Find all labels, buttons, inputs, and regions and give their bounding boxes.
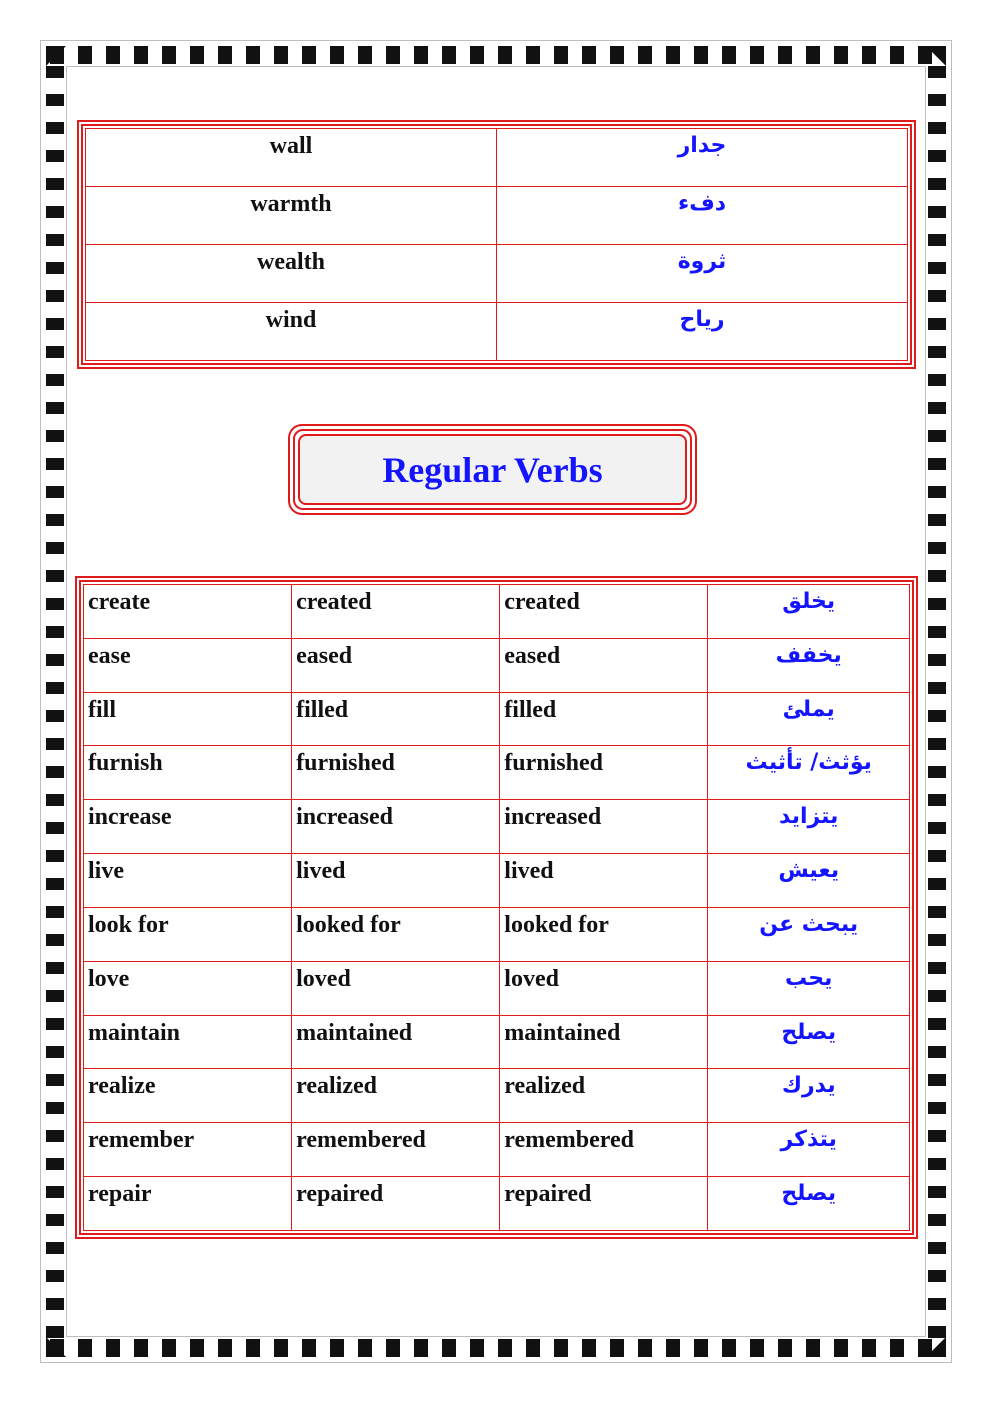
- frame-corner-top-left: [46, 46, 66, 66]
- verb-past-form: repaired: [292, 1177, 500, 1231]
- arabic-translation: يخلق: [708, 585, 910, 639]
- frame-corner-bottom-left: [46, 1337, 66, 1357]
- verb-past-form: created: [292, 585, 500, 639]
- table-row: [86, 303, 908, 361]
- regular-verbs-table: [75, 576, 918, 1239]
- frame-border-left: [46, 66, 64, 1338]
- verb-past-participle: looked for: [500, 907, 708, 961]
- frame-corner-top-right: [926, 46, 946, 66]
- table-row: [84, 1015, 910, 1069]
- frame-border-top: [50, 46, 942, 64]
- arabic-translation: يدرك: [708, 1069, 910, 1123]
- table-row: [84, 961, 910, 1015]
- verb-past-participle: filled: [500, 692, 708, 746]
- table-row: [86, 187, 908, 245]
- verb-base-form: ease: [84, 638, 292, 692]
- verb-past-form: filled: [292, 692, 500, 746]
- arabic-translation: دفء: [497, 187, 908, 245]
- arabic-translation: يؤثث/ تأثيث: [708, 746, 910, 800]
- verb-past-form: eased: [292, 638, 500, 692]
- table-row: [86, 129, 908, 187]
- verb-base-form: look for: [84, 907, 292, 961]
- table-row: [84, 1177, 910, 1231]
- arabic-translation: يتذكر: [708, 1123, 910, 1177]
- verb-past-participle: increased: [500, 800, 708, 854]
- section-title-box: [288, 424, 697, 515]
- verb-past-participle: eased: [500, 638, 708, 692]
- table-row: [84, 854, 910, 908]
- table-row: [84, 638, 910, 692]
- arabic-translation: يخفف: [708, 638, 910, 692]
- table-row: [84, 692, 910, 746]
- table-row: [86, 245, 908, 303]
- section-title: Regular Verbs: [382, 449, 603, 490]
- verb-past-participle: maintained: [500, 1015, 708, 1069]
- english-word: warmth: [86, 187, 497, 245]
- table-row: [84, 585, 910, 639]
- arabic-translation: رياح: [497, 303, 908, 361]
- english-word: wealth: [86, 245, 497, 303]
- arabic-translation: يصلح: [708, 1177, 910, 1231]
- verb-base-form: live: [84, 854, 292, 908]
- arabic-translation: يبحث عن: [708, 907, 910, 961]
- verb-past-form: lived: [292, 854, 500, 908]
- verb-base-form: realize: [84, 1069, 292, 1123]
- table-row: [84, 746, 910, 800]
- verb-base-form: repair: [84, 1177, 292, 1231]
- frame-border-bottom: [50, 1339, 942, 1357]
- verb-base-form: remember: [84, 1123, 292, 1177]
- verb-past-participle: loved: [500, 961, 708, 1015]
- english-word: wind: [86, 303, 497, 361]
- arabic-translation: ثروة: [497, 245, 908, 303]
- verb-past-participle: realized: [500, 1069, 708, 1123]
- verb-base-form: love: [84, 961, 292, 1015]
- table-row: [84, 800, 910, 854]
- table-row: [84, 1123, 910, 1177]
- verb-past-form: furnished: [292, 746, 500, 800]
- verb-past-form: maintained: [292, 1015, 500, 1069]
- verb-base-form: create: [84, 585, 292, 639]
- verb-past-form: loved: [292, 961, 500, 1015]
- arabic-translation: يتزايد: [708, 800, 910, 854]
- nouns-table: [77, 120, 916, 369]
- frame-corner-bottom-right: [926, 1337, 946, 1357]
- verb-past-participle: remembered: [500, 1123, 708, 1177]
- english-word: wall: [86, 129, 497, 187]
- verb-base-form: increase: [84, 800, 292, 854]
- arabic-translation: جدار: [497, 129, 908, 187]
- verb-past-form: realized: [292, 1069, 500, 1123]
- arabic-translation: يعيش: [708, 854, 910, 908]
- verb-past-participle: furnished: [500, 746, 708, 800]
- arabic-translation: يملئ: [708, 692, 910, 746]
- frame-border-right: [928, 66, 946, 1338]
- verb-past-form: remembered: [292, 1123, 500, 1177]
- arabic-translation: يصلح: [708, 1015, 910, 1069]
- verb-base-form: fill: [84, 692, 292, 746]
- table-row: [84, 1069, 910, 1123]
- verb-past-participle: created: [500, 585, 708, 639]
- verb-past-form: looked for: [292, 907, 500, 961]
- verb-base-form: maintain: [84, 1015, 292, 1069]
- verb-past-participle: repaired: [500, 1177, 708, 1231]
- verb-past-participle: lived: [500, 854, 708, 908]
- verb-past-form: increased: [292, 800, 500, 854]
- verb-base-form: furnish: [84, 746, 292, 800]
- arabic-translation: يحب: [708, 961, 910, 1015]
- table-row: [84, 907, 910, 961]
